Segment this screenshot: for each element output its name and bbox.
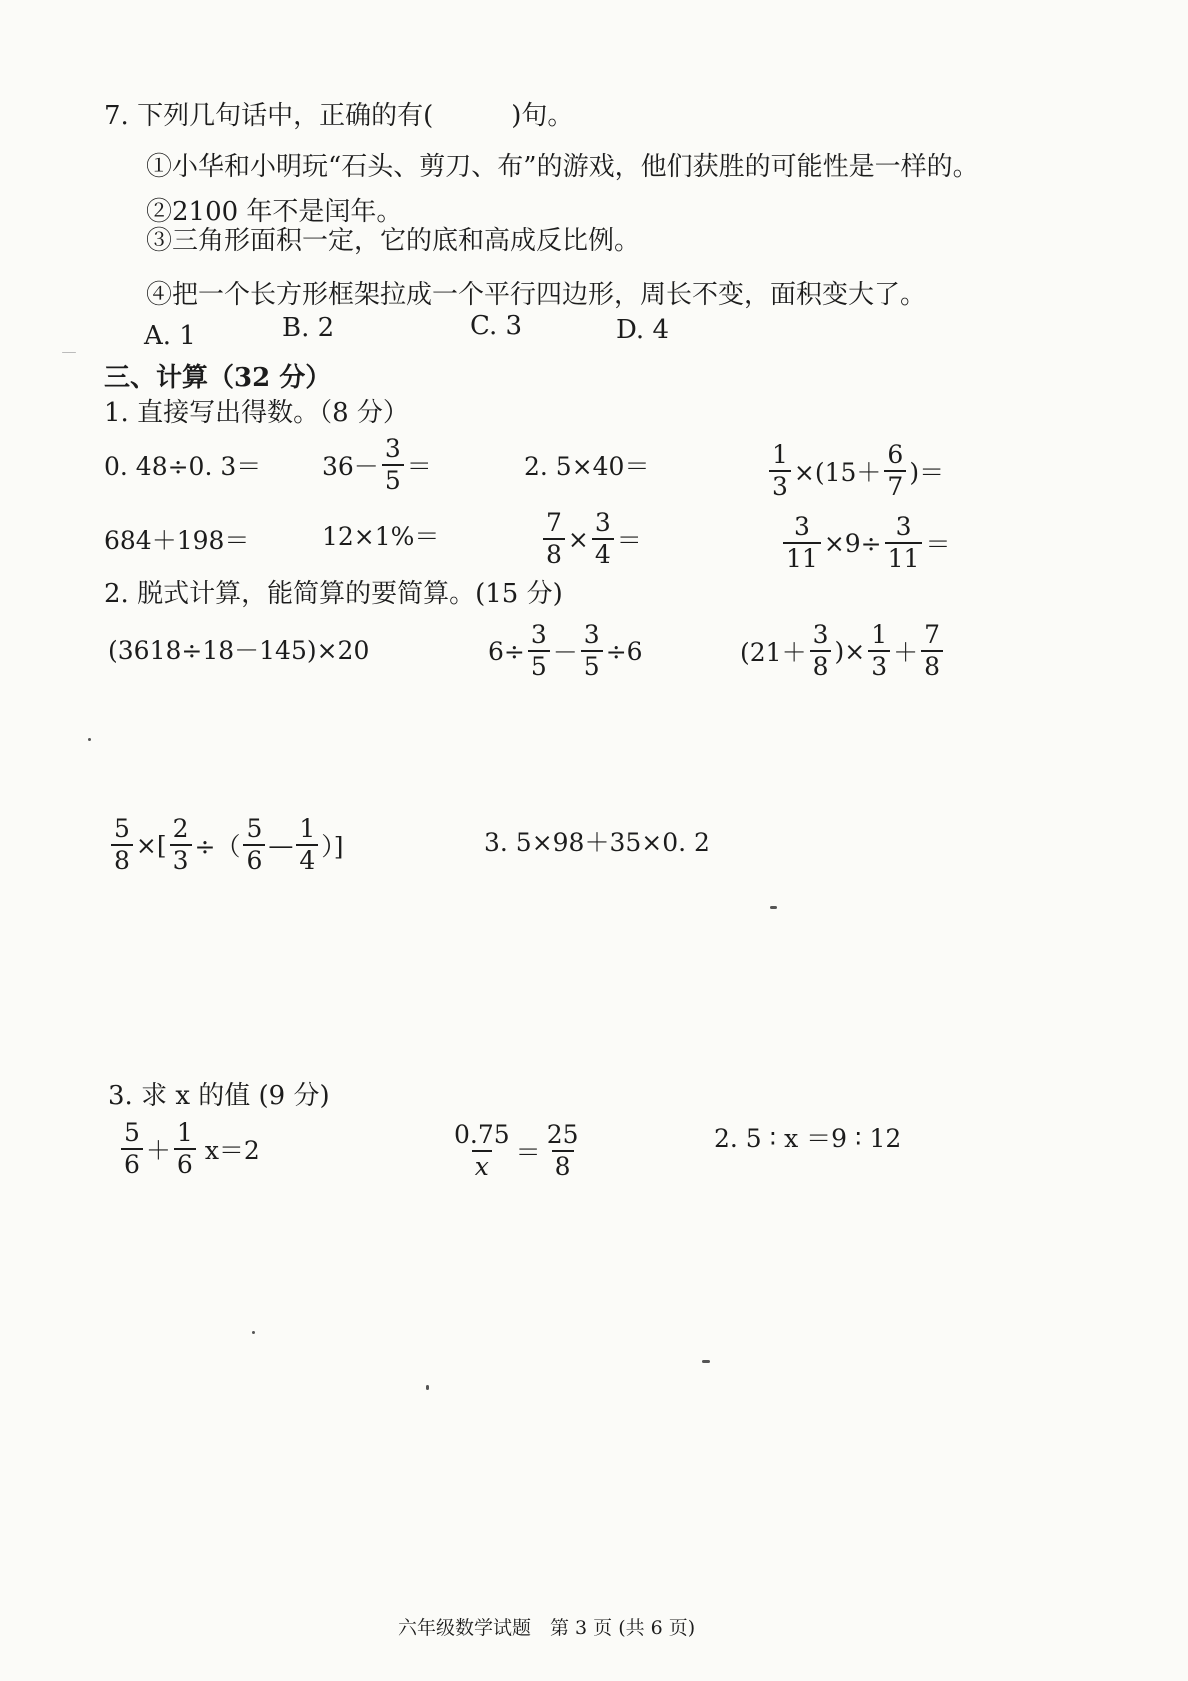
- expr-text: —: [268, 830, 294, 860]
- fraction: [810, 620, 832, 682]
- denominator: 6: [243, 844, 265, 876]
- fraction: [243, 814, 265, 876]
- scan-speck: [426, 1385, 429, 1390]
- denominator: 8: [111, 844, 133, 876]
- denominator: 6: [174, 1148, 196, 1180]
- statement-1: ①小华和小明玩“石头、剪刀、布”的游戏，他们获胜的可能性是一样的。: [146, 152, 979, 182]
- option-d: D. 4: [616, 315, 669, 345]
- numerator: 1: [299, 814, 316, 843]
- fraction: [921, 620, 943, 682]
- problem-1-7: [540, 508, 642, 570]
- numerator: 3: [530, 620, 547, 649]
- scan-speck: [770, 906, 777, 909]
- statement-2: ②2100 年不是闰年。: [146, 197, 403, 227]
- problem-2-1: (3618÷18－145)×20: [108, 636, 370, 665]
- denominator: 3: [170, 844, 192, 876]
- denominator: 3: [769, 470, 791, 502]
- denominator: x: [472, 1150, 492, 1182]
- denominator: 3: [868, 650, 890, 682]
- expr-text: ÷（: [194, 832, 241, 861]
- option-b: B. 2: [282, 313, 335, 343]
- expr-text: ＋: [893, 638, 919, 667]
- fraction: [382, 434, 404, 496]
- expr-text: ＝: [616, 526, 642, 555]
- numerator: 3: [793, 512, 810, 541]
- denominator: 11: [885, 542, 923, 574]
- fraction: [121, 1118, 143, 1180]
- problem-1-5: 684＋198＝: [104, 526, 250, 555]
- numerator: 1: [176, 1118, 193, 1147]
- statement-3: ③三角形面积一定，它的底和高成反比例。: [146, 226, 641, 256]
- scan-speck: [88, 738, 91, 741]
- numerator: 0.75: [454, 1120, 510, 1149]
- fraction: [592, 508, 614, 570]
- fraction: [451, 1120, 513, 1182]
- expr-text: ＋: [145, 1136, 171, 1165]
- section-3-title: 三、计算（32 分）: [104, 363, 332, 393]
- numerator: 1: [871, 620, 888, 649]
- fraction: [296, 814, 318, 876]
- fraction: [769, 440, 791, 502]
- fraction: [111, 814, 133, 876]
- problem-2-3: [740, 620, 946, 682]
- problem-1-6: 12×1%＝: [322, 522, 440, 551]
- numerator: 5: [246, 814, 263, 843]
- expr-text: ＝: [515, 1138, 541, 1167]
- question-7-stem: 7. 下列几句话中，正确的有( )句。: [104, 101, 574, 131]
- problem-1-1: 0. 48÷0. 3＝: [104, 452, 262, 481]
- denominator: 8: [543, 538, 565, 570]
- denominator: 6: [121, 1148, 143, 1180]
- option-c: C. 3: [470, 311, 523, 341]
- expr-text: (21＋: [740, 638, 807, 667]
- expr-text: ）]: [321, 832, 344, 861]
- numerator: 7: [924, 620, 941, 649]
- problem-1-8: [780, 512, 950, 574]
- expr-text: )＝: [909, 458, 945, 487]
- problem-1-2: [322, 434, 432, 496]
- fraction: [528, 620, 550, 682]
- scan-speck: [252, 1331, 255, 1334]
- numerator: 3: [384, 434, 401, 463]
- part-1-title: 1. 直接写出得数。（8 分）: [104, 398, 409, 428]
- fraction: [543, 508, 565, 570]
- fraction: [174, 1118, 196, 1180]
- scan-speck: [702, 1360, 710, 1363]
- expr-text: －: [552, 638, 578, 667]
- fraction: [783, 512, 821, 574]
- expr-text: ＝: [925, 530, 951, 559]
- denominator: 5: [382, 464, 404, 496]
- expr-text: ×(15＋: [793, 458, 882, 487]
- denominator: 4: [592, 538, 614, 570]
- numerator: 3: [594, 508, 611, 537]
- expr-text: 6÷: [488, 636, 525, 666]
- denominator: 8: [921, 650, 943, 682]
- denominator: 5: [528, 650, 550, 682]
- numerator: 6: [887, 440, 904, 469]
- numerator: 3: [812, 620, 829, 649]
- scan-speck: [62, 352, 76, 353]
- expr-text: ×: [567, 524, 589, 554]
- denominator: 8: [810, 650, 832, 682]
- numerator: 2: [172, 814, 189, 843]
- problem-2-4: [108, 814, 344, 876]
- denominator: 4: [296, 844, 318, 876]
- denominator: 11: [783, 542, 821, 574]
- numerator: 1: [772, 440, 788, 469]
- numerator: 5: [114, 814, 130, 843]
- expr-text: ÷6: [605, 636, 643, 666]
- fraction: [544, 1120, 582, 1182]
- fraction: [884, 440, 906, 502]
- problem-3-3: 2. 5 ∶ x ＝9 ∶ 12: [714, 1124, 902, 1153]
- expr-text: x＝2: [204, 1136, 260, 1165]
- denominator: 7: [884, 470, 906, 502]
- fraction: [581, 620, 603, 682]
- part-2-title: 2. 脱式计算，能简算的要简算。(15 分): [104, 579, 563, 609]
- problem-1-4: [766, 440, 944, 502]
- expr-text: ＝: [406, 452, 432, 481]
- problem-3-2: [448, 1120, 585, 1182]
- part-3-title: 3. 求 x 的值 (9 分): [108, 1081, 330, 1111]
- fraction: [885, 512, 923, 574]
- problem-2-2: [488, 620, 643, 682]
- fraction: [170, 814, 192, 876]
- problem-1-3: 2. 5×40＝: [524, 452, 650, 481]
- denominator: 8: [552, 1150, 574, 1182]
- statement-4: ④把一个长方形框架拉成一个平行四边形，周长不变，面积变大了。: [146, 280, 927, 310]
- numerator: 3: [583, 620, 600, 649]
- expr-text: ×[: [135, 830, 167, 860]
- option-a: A. 1: [144, 321, 196, 351]
- problem-3-1: [118, 1118, 260, 1180]
- expr-text: 36－: [322, 452, 379, 481]
- fraction: [868, 620, 890, 682]
- denominator: 5: [581, 650, 603, 682]
- numerator: 3: [895, 512, 912, 541]
- numerator: 7: [546, 508, 562, 537]
- problem-2-5: 3. 5×98＋35×0. 2: [484, 828, 710, 857]
- page-footer: 六年级数学试题 第 3 页 (共 6 页): [398, 1617, 696, 1639]
- numerator: 5: [124, 1118, 140, 1147]
- expr-text: )×: [834, 636, 866, 666]
- numerator: 25: [546, 1120, 579, 1149]
- expr-text: ×9÷: [823, 528, 882, 558]
